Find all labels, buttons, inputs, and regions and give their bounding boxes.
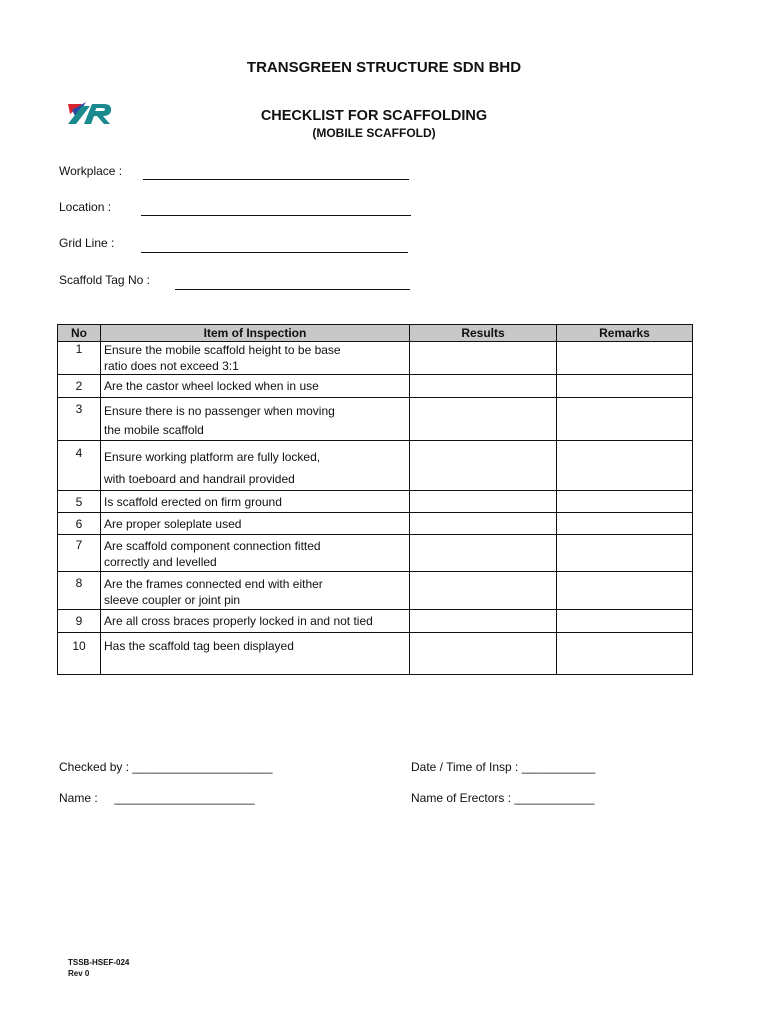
table-row [58, 342, 693, 375]
row-number: 5 [58, 491, 101, 513]
workplace-label: Workplace : [59, 164, 123, 178]
row-item-line: Are the castor wheel locked when in use [104, 379, 319, 393]
row-number: 1 [58, 342, 101, 375]
results-cell[interactable] [410, 491, 557, 513]
remarks-cell[interactable] [557, 572, 693, 610]
row-item-line: the mobile scaffold [104, 423, 204, 437]
remarks-cell[interactable] [557, 398, 693, 441]
results-cell[interactable] [410, 375, 557, 398]
row-number: 6 [58, 513, 101, 535]
remarks-cell[interactable] [557, 342, 693, 375]
row-number: 7 [58, 535, 101, 572]
row-number: 3 [58, 398, 101, 441]
checklist-subtitle: (MOBILE SCAFFOLD) [312, 126, 436, 140]
checked-by-field[interactable]: Checked by : _____________________ [59, 760, 273, 774]
row-number: 10 [58, 633, 101, 675]
row-item-line: Ensure there is no passenger when moving [104, 404, 335, 418]
row-item-line: Is scaffold erected on firm ground [104, 494, 282, 509]
row-item [101, 535, 410, 572]
row-item [101, 375, 410, 398]
row-item-line: Has the scaffold tag been displayed [104, 639, 294, 653]
location-label: Location : [59, 200, 112, 214]
name-field[interactable]: Name : _____________________ [59, 791, 255, 805]
grid-line-label: Grid Line : [59, 236, 115, 250]
remarks-cell[interactable] [557, 491, 693, 513]
scaffold-tag-label: Scaffold Tag No : [59, 273, 150, 287]
table-row [58, 441, 693, 491]
location-field[interactable] [141, 215, 411, 216]
table-row [58, 513, 693, 535]
workplace-field[interactable] [143, 179, 409, 180]
row-number: 4 [58, 441, 101, 491]
inspection-table [57, 324, 693, 675]
remarks-cell[interactable] [557, 441, 693, 491]
row-item-line: Are proper soleplate used [104, 516, 242, 531]
results-cell[interactable] [410, 342, 557, 375]
table-row [58, 375, 693, 398]
row-number: 2 [58, 375, 101, 398]
header-results: Results [410, 325, 557, 342]
scaffold-tag-field[interactable] [175, 289, 410, 290]
grid-line-field[interactable] [141, 252, 408, 253]
row-item-line: ratio does not exceed 3:1 [104, 359, 239, 373]
results-cell[interactable] [410, 572, 557, 610]
row-item-line: Are scaffold component connection fitted [104, 539, 321, 553]
row-item [101, 491, 410, 513]
row-item-line: sleeve coupler or joint pin [104, 593, 241, 607]
header-remarks: Remarks [557, 325, 693, 342]
row-item-line: Are the frames connected end with either [104, 577, 323, 591]
revision-number: Rev 0 [68, 969, 90, 978]
row-item [101, 441, 410, 491]
remarks-cell[interactable] [557, 610, 693, 633]
table-row [58, 491, 693, 513]
header-no: No [58, 325, 101, 342]
results-cell[interactable] [410, 398, 557, 441]
table-header-row [58, 325, 693, 342]
results-cell[interactable] [410, 513, 557, 535]
results-cell[interactable] [410, 610, 557, 633]
row-item [101, 398, 410, 441]
date-time-field[interactable]: Date / Time of Insp : ___________ [411, 760, 596, 774]
row-item-line: Ensure working platform are fully locked, [104, 450, 321, 464]
table-row [58, 610, 693, 633]
results-cell[interactable] [410, 535, 557, 572]
table-row [58, 398, 693, 441]
row-item [101, 572, 410, 610]
row-item-line: correctly and levelled [104, 555, 217, 569]
remarks-cell[interactable] [557, 633, 693, 675]
checklist-title: CHECKLIST FOR SCAFFOLDING [260, 108, 488, 124]
header-item: Item of Inspection [101, 325, 410, 342]
row-item-line: Ensure the mobile scaffold height to be base [104, 343, 341, 357]
results-cell[interactable] [410, 633, 557, 675]
document-code: TSSB-HSEF-024 [68, 958, 130, 967]
table-row [58, 633, 693, 675]
results-cell[interactable] [410, 441, 557, 491]
row-item [101, 513, 410, 535]
erectors-field[interactable]: Name of Erectors : ____________ [411, 791, 595, 805]
remarks-cell[interactable] [557, 513, 693, 535]
row-item [101, 633, 410, 675]
row-number: 9 [58, 610, 101, 633]
remarks-cell[interactable] [557, 535, 693, 572]
row-item-line: Are all cross braces properly locked in and not tied [104, 614, 373, 628]
company-name: TRANSGREEN STRUCTURE SDN BHD [246, 59, 522, 76]
row-item-line: with toeboard and handrail provided [104, 472, 295, 486]
row-item [101, 342, 410, 375]
table-row [58, 572, 693, 610]
table-row [58, 535, 693, 572]
row-number: 8 [58, 572, 101, 610]
row-item [101, 610, 410, 633]
remarks-cell[interactable] [557, 375, 693, 398]
